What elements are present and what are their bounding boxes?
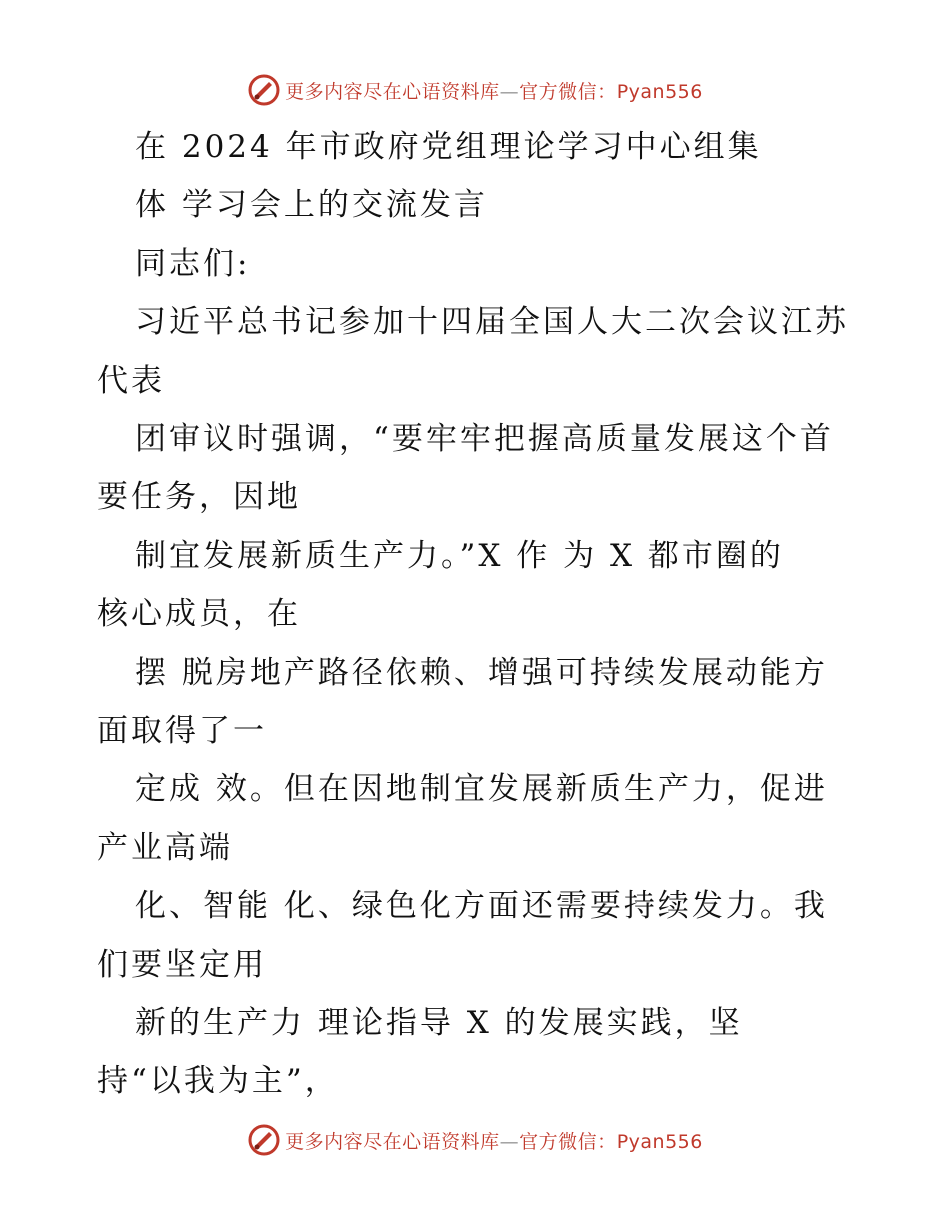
doc-line: 面取得了一 xyxy=(97,713,267,749)
doc-line: 代表 xyxy=(97,363,165,399)
doc-salutation: 同志们: xyxy=(135,246,251,282)
watermark-site-text: 更多内容尽在心语资料库 xyxy=(285,1130,500,1153)
doc-line: 新的生产力 理论指导 X 的发展实践，坚 xyxy=(135,1005,743,1041)
watermark-wechat-id: Pyan556 xyxy=(616,80,703,103)
watermark-dash: — xyxy=(499,80,520,103)
doc-line: 持“以我为主”， xyxy=(97,1063,339,1099)
doc-line: 化、智能 化、绿色化方面还需要持续发力。我 xyxy=(135,888,828,924)
doc-line: 产业高端 xyxy=(97,830,233,866)
watermark-banner-bottom xyxy=(0,1120,950,1160)
doc-title-line-1: 在 2024 年市政府党组理论学习中心组集 xyxy=(135,129,762,165)
watermark-dash: — xyxy=(499,1130,520,1153)
doc-line: 们要坚定用 xyxy=(97,947,267,983)
doc-line: 制宜发展新质生产力。”X 作 为 X 都市圈的 xyxy=(135,538,784,574)
doc-title-line-2: 体 学习会上的交流发言 xyxy=(135,187,488,223)
watermark-wechat-label: 官方微信： xyxy=(519,80,617,103)
doc-line: 团审议时强调，“要牢牢把握高质量发展这个首 xyxy=(135,421,834,457)
doc-line: 摆 脱房地产路径依赖、增强可持续发展动能方 xyxy=(135,655,828,691)
watermark-text xyxy=(285,77,703,104)
watermark-wechat-label: 官方微信： xyxy=(519,1130,617,1153)
brand-logo-icon xyxy=(247,1123,281,1157)
doc-line: 习近平总书记参加十四届全国人大二次会议江苏 xyxy=(135,304,849,340)
watermark-wechat-id: Pyan556 xyxy=(616,1130,703,1153)
brand-logo-icon xyxy=(247,73,281,107)
watermark-site-text: 更多内容尽在心语资料库 xyxy=(285,80,500,103)
doc-line: 定成 效。但在因地制宜发展新质生产力，促进 xyxy=(135,771,828,807)
doc-line: 要任务，因地 xyxy=(97,479,301,515)
watermark-text xyxy=(285,1127,703,1154)
doc-line: 核心成员，在 xyxy=(97,596,301,632)
watermark-banner-top xyxy=(0,70,950,110)
